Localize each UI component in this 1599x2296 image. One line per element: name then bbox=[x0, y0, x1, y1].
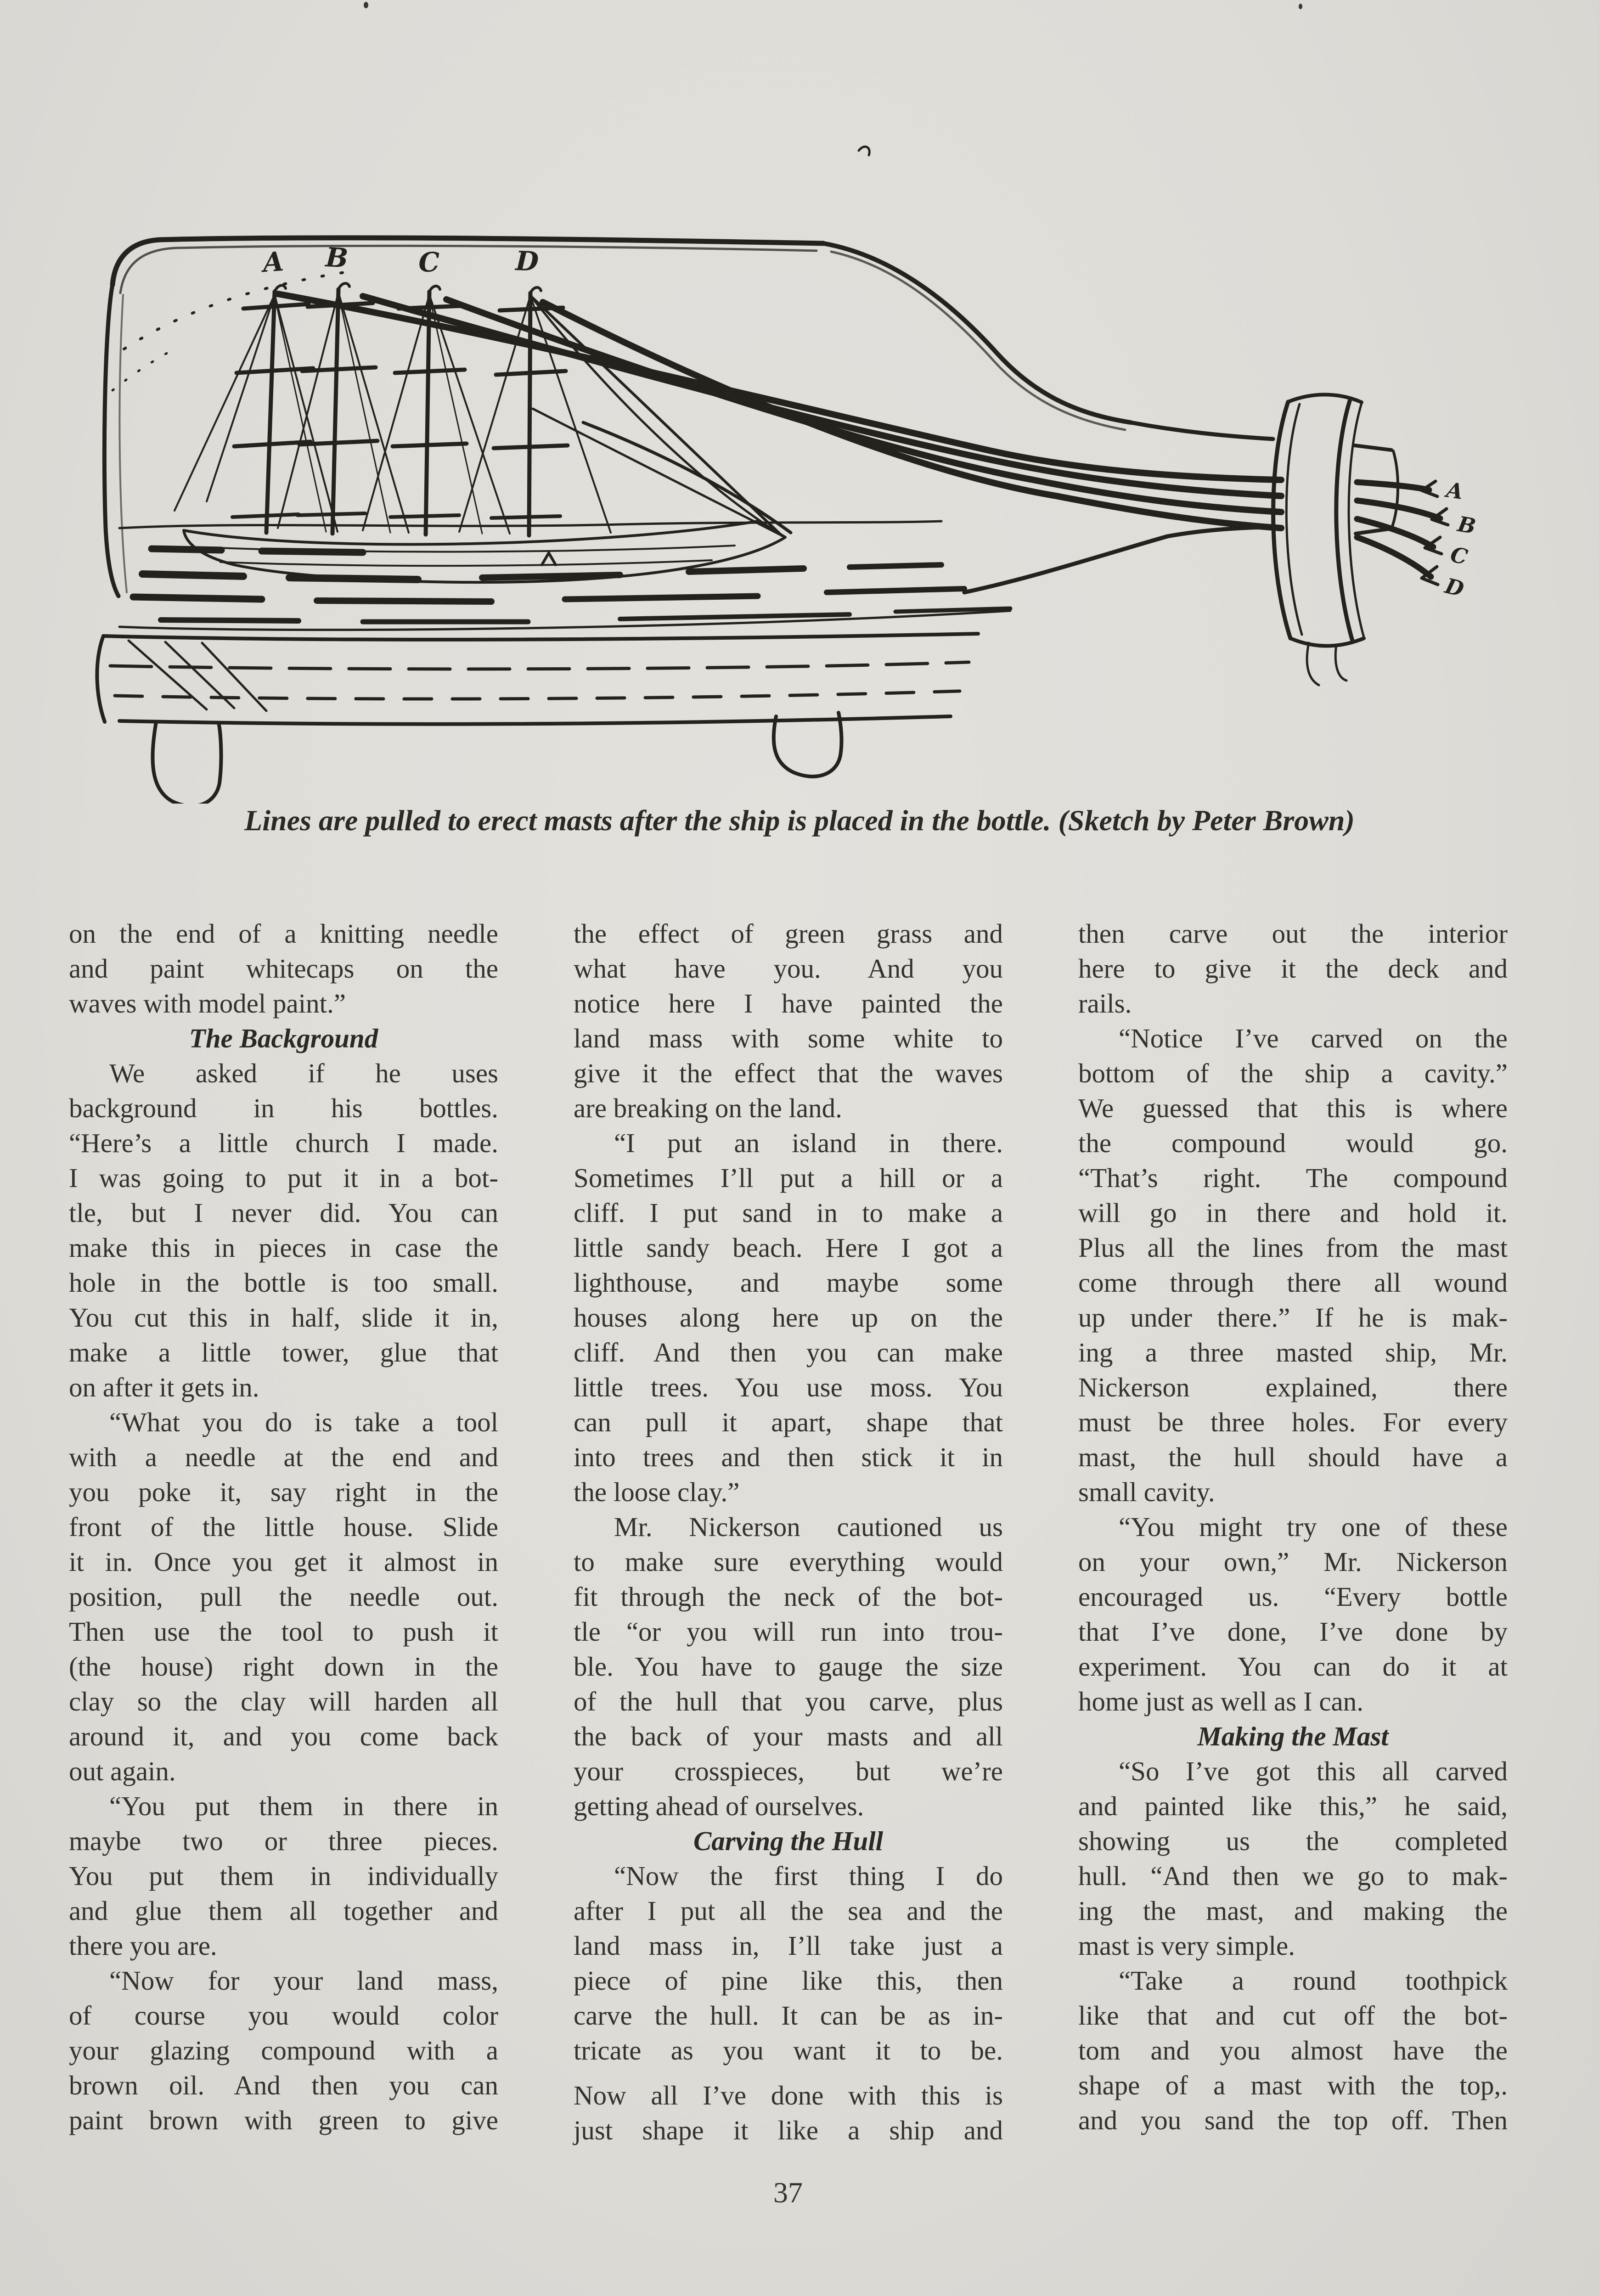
column-3 bbox=[1078, 916, 1508, 2148]
text-line: on your own,” Mr. Nickerson bbox=[1078, 1547, 1508, 1577]
text-line: “That’s right. The compound bbox=[1078, 1163, 1508, 1193]
text-line: are breaking on the land. bbox=[574, 1093, 842, 1123]
text-line: hole in the bottle is too small. bbox=[69, 1267, 498, 1298]
text-line: background in his bottles. bbox=[69, 1093, 498, 1123]
text-line: bottom of the ship a cavity.” bbox=[1078, 1058, 1508, 1088]
text-line: We guessed that this is where bbox=[1078, 1093, 1508, 1123]
text-line: just shape it like a ship and bbox=[574, 2115, 1003, 2145]
text-line: tle “or you will run into trou- bbox=[574, 1616, 1003, 1647]
text-line: what have you. And you bbox=[574, 953, 1003, 984]
text-line: We asked if he uses bbox=[109, 1058, 498, 1088]
text-line: lighthouse, and maybe some bbox=[574, 1267, 1003, 1298]
text-line: land mass with some white to bbox=[574, 1023, 1003, 1053]
text-line: Then use the tool to push it bbox=[69, 1616, 498, 1647]
article-columns bbox=[69, 916, 1507, 2148]
text-line: you poke it, say right in the bbox=[69, 1477, 498, 1507]
text-line: ing a three masted ship, Mr. bbox=[1078, 1337, 1508, 1367]
text-line: Nickerson explained, there bbox=[1078, 1372, 1508, 1402]
text-line: around it, and you come back bbox=[69, 1721, 498, 1751]
text-line: will go in there and hold it. bbox=[1078, 1198, 1508, 1228]
text-line: and you sand the top off. Then bbox=[1078, 2105, 1508, 2135]
line-label-b: B bbox=[1456, 511, 1478, 539]
text-line: little sandy beach. Here I got a bbox=[574, 1232, 1003, 1263]
text-line: it in. Once you get it almost in bbox=[69, 1547, 498, 1577]
text-line: “Now the first thing I do bbox=[614, 1861, 1003, 1891]
text-line: the loose clay.” bbox=[574, 1477, 740, 1507]
text-line: carve the hull. It can be as in- bbox=[574, 2000, 1003, 2031]
scan-speck bbox=[1299, 4, 1302, 9]
text-line: there you are. bbox=[69, 1930, 217, 1961]
text-line: can pull it apart, shape that bbox=[574, 1407, 1003, 1437]
text-line: on after it gets in. bbox=[69, 1372, 259, 1402]
text-line: “Take a round toothpick bbox=[1119, 1965, 1508, 1996]
text-line: “Notice I’ve carved on the bbox=[1119, 1023, 1508, 1053]
text-line: You cut this in half, slide it in, bbox=[69, 1302, 498, 1333]
text-line: rails. bbox=[1078, 988, 1132, 1019]
text-line: here to give it the deck and bbox=[1078, 953, 1508, 984]
text-line: fit through the neck of the bot- bbox=[574, 1581, 1003, 1612]
section-heading: The Background bbox=[189, 1023, 378, 1053]
text-line: to make sure everything would bbox=[574, 1547, 1003, 1577]
text-line: shape of a mast with the top,. bbox=[1078, 2070, 1508, 2100]
text-line: make a little tower, glue that bbox=[69, 1337, 498, 1367]
text-line: piece of pine like this, then bbox=[574, 1965, 1003, 1996]
bottle-outline bbox=[104, 146, 1398, 596]
text-line: into trees and then stick it in bbox=[574, 1442, 1003, 1472]
ship-in-bottle-sketch bbox=[69, 133, 1538, 804]
text-line: land mass in, I’ll take just a bbox=[574, 1930, 1003, 1961]
text-line: You put them in individually bbox=[69, 1861, 498, 1891]
text-line: of course you would color bbox=[69, 2000, 498, 2031]
text-line: cliff. And then you can make bbox=[574, 1337, 1003, 1367]
text-line: little trees. You use moss. You bbox=[574, 1372, 1003, 1402]
text-line: getting ahead of ourselves. bbox=[574, 1791, 864, 1821]
text-line: Plus all the lines from the mast bbox=[1078, 1232, 1508, 1263]
stand-left-foot bbox=[152, 722, 221, 804]
mast-label-c: C bbox=[418, 246, 440, 278]
text-line: “You might try one of these bbox=[1119, 1512, 1508, 1542]
line-label-d: D bbox=[1442, 573, 1467, 602]
page-number: 37 bbox=[773, 2176, 803, 2209]
text-line: make this in pieces in case the bbox=[69, 1232, 498, 1263]
section-heading: Making the Mast bbox=[1197, 1721, 1389, 1751]
section-heading: Carving the Hull bbox=[693, 1826, 884, 1856]
text-line: “So I’ve got this all carved bbox=[1119, 1756, 1508, 1786]
text-line: maybe two or three pieces. bbox=[69, 1826, 498, 1856]
text-line: (the house) right down in the bbox=[69, 1651, 498, 1682]
text-line: brown oil. And then you can bbox=[69, 2070, 498, 2100]
text-line: encouraged us. “Every bottle bbox=[1078, 1581, 1508, 1612]
text-line: that I’ve done, I’ve done by bbox=[1078, 1616, 1508, 1647]
text-line: like that and cut off the bot- bbox=[1078, 2000, 1508, 2031]
text-line: houses along here up on the bbox=[574, 1302, 1003, 1333]
text-line: and painted like this,” he said, bbox=[1078, 1791, 1508, 1821]
line-label-a: A bbox=[1445, 477, 1465, 504]
mast-label-d: D bbox=[515, 245, 540, 277]
text-line: and paint whitecaps on the bbox=[69, 953, 498, 984]
text-line: position, pull the needle out. bbox=[69, 1581, 498, 1612]
text-line: I was going to put it in a bot- bbox=[69, 1163, 498, 1193]
text-line: home just as well as I can. bbox=[1078, 1686, 1363, 1716]
text-line: “What you do is take a tool bbox=[109, 1407, 498, 1437]
text-line: notice here I have painted the bbox=[574, 988, 1003, 1019]
stand-sketch bbox=[97, 634, 978, 804]
text-line: “You put them in there in bbox=[109, 1791, 498, 1821]
text-line: showing us the completed bbox=[1078, 1826, 1508, 1856]
caption: Lines are pulled to erect masts after the ship is placed in the bottle. (Sketch by Peter Brown) bbox=[244, 804, 1355, 837]
text-line: cliff. I put sand in to make a bbox=[574, 1198, 1003, 1228]
text-line: must be three holes. For every bbox=[1078, 1407, 1508, 1437]
text-line: “I put an island in there. bbox=[614, 1128, 1003, 1158]
text-line: and glue them all together and bbox=[69, 1896, 498, 1926]
line-labels bbox=[1441, 477, 1477, 602]
text-line: experiment. You can do it at bbox=[1078, 1651, 1508, 1682]
text-line: the effect of green grass and bbox=[574, 918, 1003, 949]
text-line: waves with model paint.” bbox=[69, 988, 346, 1019]
text-line: mast, the hull should have a bbox=[1078, 1442, 1508, 1472]
text-line: Now all I’ve done with this is bbox=[574, 2080, 1003, 2110]
mast-label-b: B bbox=[325, 242, 349, 274]
text-line: the back of your masts and all bbox=[574, 1721, 1003, 1751]
text-line: up under there.” If he is mak- bbox=[1078, 1302, 1508, 1333]
mast-label-a: A bbox=[262, 245, 285, 278]
text-line: tle, but I never did. You can bbox=[69, 1198, 498, 1228]
text-line: tom and you almost have the bbox=[1078, 2035, 1508, 2065]
text-line: paint brown with green to give bbox=[69, 2105, 498, 2135]
text-line: Mr. Nickerson cautioned us bbox=[614, 1512, 1003, 1542]
text-line: out again. bbox=[69, 1756, 176, 1786]
text-line: after I put all the sea and the bbox=[574, 1896, 1003, 1926]
text-line: front of the little house. Slide bbox=[69, 1512, 498, 1542]
text-line: give it the effect that the waves bbox=[574, 1058, 1003, 1088]
bottle-neck-ring bbox=[1273, 394, 1364, 685]
text-line: your crosspieces, but we’re bbox=[574, 1756, 1003, 1786]
text-line: clay so the clay will harden all bbox=[69, 1686, 498, 1716]
text-line: then carve out the interior bbox=[1078, 918, 1508, 949]
scan-speck bbox=[364, 2, 368, 8]
text-line: with a needle at the end and bbox=[69, 1442, 498, 1472]
text-line: mast is very simple. bbox=[1078, 1930, 1295, 1961]
column-1 bbox=[69, 916, 498, 2148]
text-line: ing the mast, and making the bbox=[1078, 1896, 1508, 1926]
text-line: “Now for your land mass, bbox=[109, 1965, 498, 1996]
text-line: small cavity. bbox=[1078, 1477, 1215, 1507]
line-label-c: C bbox=[1448, 541, 1470, 570]
text-line: ble. You have to gauge the size bbox=[574, 1651, 1003, 1682]
text-line: of the hull that you carve, plus bbox=[574, 1686, 1003, 1716]
text-line: tricate as you want it to be. bbox=[574, 2035, 1003, 2065]
column-2 bbox=[574, 916, 1003, 2148]
text-line: your glazing compound with a bbox=[69, 2035, 498, 2065]
text-line: come through there all wound bbox=[1078, 1267, 1508, 1298]
text-line: “Here’s a little church I made. bbox=[69, 1128, 498, 1158]
text-line: the compound would go. bbox=[1078, 1128, 1508, 1158]
text-line: Sometimes I’ll put a hill or a bbox=[574, 1163, 1003, 1193]
text-line: on the end of a knitting needle bbox=[69, 918, 498, 949]
text-line: hull. “And then we go to mak- bbox=[1078, 1861, 1508, 1891]
